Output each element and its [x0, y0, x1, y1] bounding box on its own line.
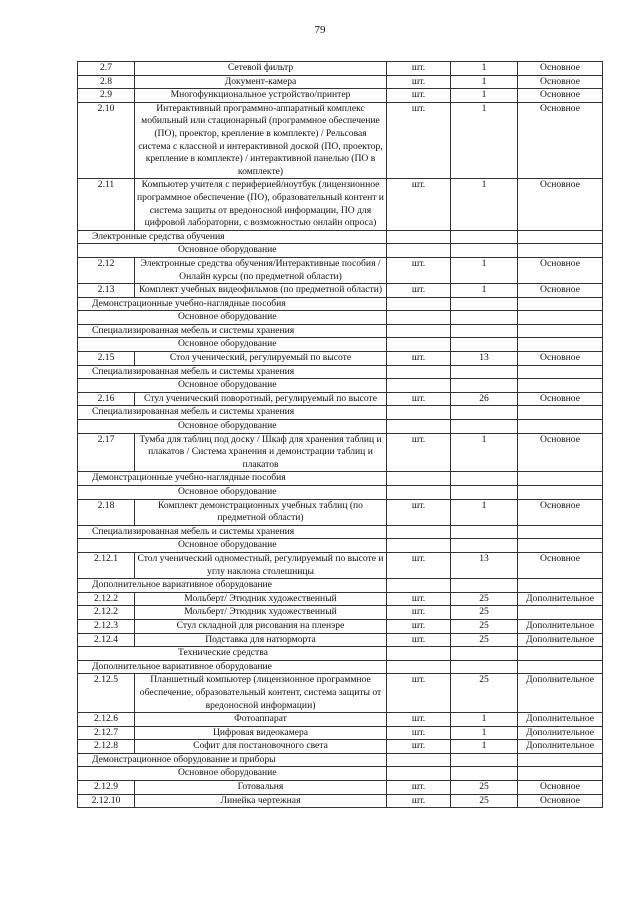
- table-body: [78, 62, 603, 808]
- item-name: Фотоаппарат: [135, 713, 387, 727]
- kind-cell: [518, 660, 603, 674]
- section-label: Специализированная мебель и системы хранения: [78, 525, 387, 539]
- item-kind: [518, 606, 603, 620]
- qty-cell: [451, 244, 518, 258]
- item-name: Мольберт/ Этюдник художественный: [135, 606, 387, 620]
- table-row: [78, 619, 603, 633]
- item-quantity: 25: [451, 633, 518, 647]
- qty-cell: [451, 486, 518, 500]
- section-row: [78, 486, 603, 500]
- item-unit: шт.: [387, 433, 451, 472]
- table-row: [78, 89, 603, 103]
- section-row: [78, 230, 603, 244]
- item-kind: Основное: [518, 75, 603, 89]
- item-name: Стул ученический поворотный, регулируемый по высоте: [135, 392, 387, 406]
- item-unit: шт.: [387, 284, 451, 298]
- qty-cell: [451, 311, 518, 325]
- section-row: [78, 420, 603, 434]
- section-label: Демонстрационные учебно-наглядные пособия: [78, 472, 387, 486]
- item-quantity: 1: [451, 284, 518, 298]
- unit-cell: [387, 406, 451, 420]
- section-row: [78, 472, 603, 486]
- unit-cell: [387, 486, 451, 500]
- section-row: [78, 767, 603, 781]
- item-unit: шт.: [387, 257, 451, 283]
- item-number: 2.12.8: [78, 740, 135, 754]
- item-number: 2.12.1: [78, 552, 135, 578]
- section-label: Специализированная мебель и системы хранения: [78, 324, 387, 338]
- qty-cell: [451, 420, 518, 434]
- item-kind: Основное: [518, 102, 603, 179]
- item-name: Компьютер учителя с периферией/ноутбук (лицензионное программное обеспечение (ПО), образовательный контент и система защиты от вредоносной информации, ПО для цифровой лабораторни, с возможностью онлайн опроса): [135, 179, 387, 230]
- section-label: Основное оборудование: [78, 420, 387, 434]
- table-row: [78, 606, 603, 620]
- item-quantity: 1: [451, 499, 518, 525]
- item-name: Тумба для таблиц под доску / Шкаф для хранения таблиц и плакатов / Система хранения и демонстрации таблиц и плакатов: [135, 433, 387, 472]
- section-row: [78, 660, 603, 674]
- table-row: [78, 75, 603, 89]
- item-name: Комплект учебных видеофильмов (по предметной области): [135, 284, 387, 298]
- table-row: [78, 633, 603, 647]
- item-number: 2.17: [78, 433, 135, 472]
- item-number: 2.12.7: [78, 726, 135, 740]
- qty-cell: [451, 647, 518, 661]
- qty-cell: [451, 539, 518, 553]
- item-name: Софит для постановочного света: [135, 740, 387, 754]
- item-name: Комплект демонстрационных учебных таблиц (по предметной области): [135, 499, 387, 525]
- table-row: [78, 552, 603, 578]
- item-quantity: 26: [451, 392, 518, 406]
- item-unit: шт.: [387, 726, 451, 740]
- section-label: Дополнительное вариативное оборудование: [78, 579, 387, 593]
- section-row: [78, 365, 603, 379]
- item-name: Подставка для натюрморта: [135, 633, 387, 647]
- item-kind: Дополнительное: [518, 674, 603, 713]
- item-kind: Основное: [518, 62, 603, 76]
- item-kind: Основное: [518, 781, 603, 795]
- item-unit: шт.: [387, 633, 451, 647]
- kind-cell: [518, 230, 603, 244]
- item-quantity: 25: [451, 592, 518, 606]
- item-unit: шт.: [387, 102, 451, 179]
- item-quantity: 25: [451, 781, 518, 795]
- item-unit: шт.: [387, 499, 451, 525]
- item-name: Мольберт/ Этюдник художественный: [135, 592, 387, 606]
- item-unit: шт.: [387, 619, 451, 633]
- item-kind: Основное: [518, 433, 603, 472]
- item-number: 2.12.9: [78, 781, 135, 795]
- item-number: 2.10: [78, 102, 135, 179]
- section-row: [78, 379, 603, 393]
- table-row: [78, 794, 603, 808]
- section-label: Специализированная мебель и системы хранения: [78, 365, 387, 379]
- kind-cell: [518, 753, 603, 767]
- equipment-table: [77, 61, 603, 808]
- item-unit: шт.: [387, 781, 451, 795]
- item-name: Документ-камера: [135, 75, 387, 89]
- item-unit: шт.: [387, 674, 451, 713]
- unit-cell: [387, 767, 451, 781]
- item-number: 2.15: [78, 352, 135, 366]
- item-quantity: 1: [451, 102, 518, 179]
- item-kind: Дополнительное: [518, 726, 603, 740]
- unit-cell: [387, 379, 451, 393]
- table-row: [78, 352, 603, 366]
- table-row: [78, 713, 603, 727]
- section-row: [78, 406, 603, 420]
- table-row: [78, 102, 603, 179]
- unit-cell: [387, 244, 451, 258]
- section-row: [78, 297, 603, 311]
- table-row: [78, 499, 603, 525]
- item-number: 2.12.4: [78, 633, 135, 647]
- kind-cell: [518, 647, 603, 661]
- item-number: 2.11: [78, 179, 135, 230]
- page-number: 79: [314, 24, 326, 36]
- item-unit: шт.: [387, 392, 451, 406]
- table-row: [78, 179, 603, 230]
- section-label: Основное оборудование: [78, 539, 387, 553]
- item-name: Стул складной для рисования на пленэре: [135, 619, 387, 633]
- section-label: Основное оборудование: [78, 338, 387, 352]
- unit-cell: [387, 579, 451, 593]
- section-label: Основное оборудование: [78, 767, 387, 781]
- unit-cell: [387, 324, 451, 338]
- item-quantity: 13: [451, 352, 518, 366]
- section-row: [78, 539, 603, 553]
- item-quantity: 1: [451, 433, 518, 472]
- unit-cell: [387, 338, 451, 352]
- item-name: Планшетный компьютер (лицензионное программное обеспечение, образовательный контент, система защиты от вредоносной информации): [135, 674, 387, 713]
- table-row: [78, 674, 603, 713]
- table-row: [78, 592, 603, 606]
- kind-cell: [518, 767, 603, 781]
- table-row: [78, 392, 603, 406]
- unit-cell: [387, 525, 451, 539]
- unit-cell: [387, 420, 451, 434]
- table-row: [78, 62, 603, 76]
- item-name: Цифровая видеокамера: [135, 726, 387, 740]
- item-kind: Дополнительное: [518, 633, 603, 647]
- item-quantity: 1: [451, 62, 518, 76]
- section-label: Основное оборудование: [78, 379, 387, 393]
- item-name: Линейка чертежная: [135, 794, 387, 808]
- section-row: [78, 338, 603, 352]
- item-kind: Дополнительное: [518, 619, 603, 633]
- unit-cell: [387, 647, 451, 661]
- kind-cell: [518, 420, 603, 434]
- item-kind: Дополнительное: [518, 592, 603, 606]
- section-label: Электронные средства обучения: [78, 230, 387, 244]
- item-unit: шт.: [387, 179, 451, 230]
- item-number: 2.12.2: [78, 592, 135, 606]
- section-row: [78, 244, 603, 258]
- item-kind: Основное: [518, 552, 603, 578]
- kind-cell: [518, 486, 603, 500]
- kind-cell: [518, 525, 603, 539]
- qty-cell: [451, 297, 518, 311]
- item-kind: Дополнительное: [518, 740, 603, 754]
- item-number: 2.13: [78, 284, 135, 298]
- kind-cell: [518, 579, 603, 593]
- item-quantity: 25: [451, 606, 518, 620]
- section-label: Основное оборудование: [78, 311, 387, 325]
- item-kind: Основное: [518, 794, 603, 808]
- section-label: Основное оборудование: [78, 486, 387, 500]
- table-row: [78, 726, 603, 740]
- item-name: Многофункциональное устройство/принтер: [135, 89, 387, 103]
- qty-cell: [451, 379, 518, 393]
- unit-cell: [387, 311, 451, 325]
- item-unit: шт.: [387, 606, 451, 620]
- kind-cell: [518, 379, 603, 393]
- qty-cell: [451, 579, 518, 593]
- kind-cell: [518, 539, 603, 553]
- section-row: [78, 311, 603, 325]
- item-number: 2.16: [78, 392, 135, 406]
- section-label: Дополнительное вариативное оборудование: [78, 660, 387, 674]
- item-number: 2.8: [78, 75, 135, 89]
- item-kind: Основное: [518, 284, 603, 298]
- section-label: Основное оборудование: [78, 244, 387, 258]
- section-row: [78, 753, 603, 767]
- kind-cell: [518, 338, 603, 352]
- qty-cell: [451, 660, 518, 674]
- item-number: 2.12.2: [78, 606, 135, 620]
- item-unit: шт.: [387, 352, 451, 366]
- section-row: [78, 525, 603, 539]
- item-number: 2.12.3: [78, 619, 135, 633]
- item-kind: Основное: [518, 179, 603, 230]
- unit-cell: [387, 539, 451, 553]
- section-label: Демонстрационные учебно-наглядные пособия: [78, 297, 387, 311]
- table-row: [78, 740, 603, 754]
- qty-cell: [451, 324, 518, 338]
- item-number: 2.7: [78, 62, 135, 76]
- qty-cell: [451, 753, 518, 767]
- qty-cell: [451, 406, 518, 420]
- item-number: 2.12.6: [78, 713, 135, 727]
- item-kind: Основное: [518, 392, 603, 406]
- kind-cell: [518, 297, 603, 311]
- kind-cell: [518, 244, 603, 258]
- item-quantity: 1: [451, 726, 518, 740]
- item-kind: Основное: [518, 352, 603, 366]
- item-number: 2.12.5: [78, 674, 135, 713]
- unit-cell: [387, 660, 451, 674]
- item-name: Электронные средства обучения/Интерактивные пособия / Онлайн курсы (по предметной области): [135, 257, 387, 283]
- kind-cell: [518, 311, 603, 325]
- table-row: [78, 257, 603, 283]
- section-label: Специализированная мебель и системы хранения: [78, 406, 387, 420]
- item-name: Сетевой фильтр: [135, 62, 387, 76]
- item-unit: шт.: [387, 713, 451, 727]
- item-number: 2.12: [78, 257, 135, 283]
- item-name: Интерактивный программно-аппаратный комплекс мобильный или стационарный (программное обеспечение (ПО), проектор, крепление в комплекте) / Рельсовая система с классной и интерактивной доской (ПО, проектор, крепление в комплекте) / интерактивной панелью (ПО в комплекте): [135, 102, 387, 179]
- kind-cell: [518, 406, 603, 420]
- item-quantity: 25: [451, 674, 518, 713]
- section-row: [78, 579, 603, 593]
- item-number: 2.9: [78, 89, 135, 103]
- item-unit: шт.: [387, 62, 451, 76]
- unit-cell: [387, 297, 451, 311]
- item-kind: Основное: [518, 89, 603, 103]
- table-row: [78, 284, 603, 298]
- qty-cell: [451, 338, 518, 352]
- qty-cell: [451, 525, 518, 539]
- item-quantity: 1: [451, 75, 518, 89]
- item-quantity: 1: [451, 257, 518, 283]
- section-row: [78, 324, 603, 338]
- item-name: Стол ученический, регулируемый по высоте: [135, 352, 387, 366]
- unit-cell: [387, 472, 451, 486]
- item-quantity: 1: [451, 740, 518, 754]
- item-quantity: 13: [451, 552, 518, 578]
- table-row: [78, 781, 603, 795]
- section-label: Демонстрационное оборудование и приборы: [78, 753, 387, 767]
- table-row: [78, 433, 603, 472]
- item-unit: шт.: [387, 740, 451, 754]
- qty-cell: [451, 767, 518, 781]
- unit-cell: [387, 753, 451, 767]
- kind-cell: [518, 472, 603, 486]
- item-unit: шт.: [387, 552, 451, 578]
- unit-cell: [387, 365, 451, 379]
- item-number: 2.12.10: [78, 794, 135, 808]
- item-unit: шт.: [387, 75, 451, 89]
- qty-cell: [451, 472, 518, 486]
- item-name: Готовальня: [135, 781, 387, 795]
- kind-cell: [518, 365, 603, 379]
- item-quantity: 25: [451, 794, 518, 808]
- qty-cell: [451, 365, 518, 379]
- section-label: Технические средства: [78, 647, 387, 661]
- item-kind: Основное: [518, 499, 603, 525]
- item-unit: шт.: [387, 794, 451, 808]
- qty-cell: [451, 230, 518, 244]
- item-quantity: 1: [451, 179, 518, 230]
- kind-cell: [518, 324, 603, 338]
- item-number: 2.18: [78, 499, 135, 525]
- item-unit: шт.: [387, 592, 451, 606]
- item-name: Стол ученический одноместный, регулируемый по высоте и углу наклона столешницы: [135, 552, 387, 578]
- item-quantity: 1: [451, 89, 518, 103]
- unit-cell: [387, 230, 451, 244]
- item-quantity: 1: [451, 713, 518, 727]
- item-quantity: 25: [451, 619, 518, 633]
- section-row: [78, 647, 603, 661]
- item-kind: Основное: [518, 257, 603, 283]
- item-kind: Дополнительное: [518, 713, 603, 727]
- item-unit: шт.: [387, 89, 451, 103]
